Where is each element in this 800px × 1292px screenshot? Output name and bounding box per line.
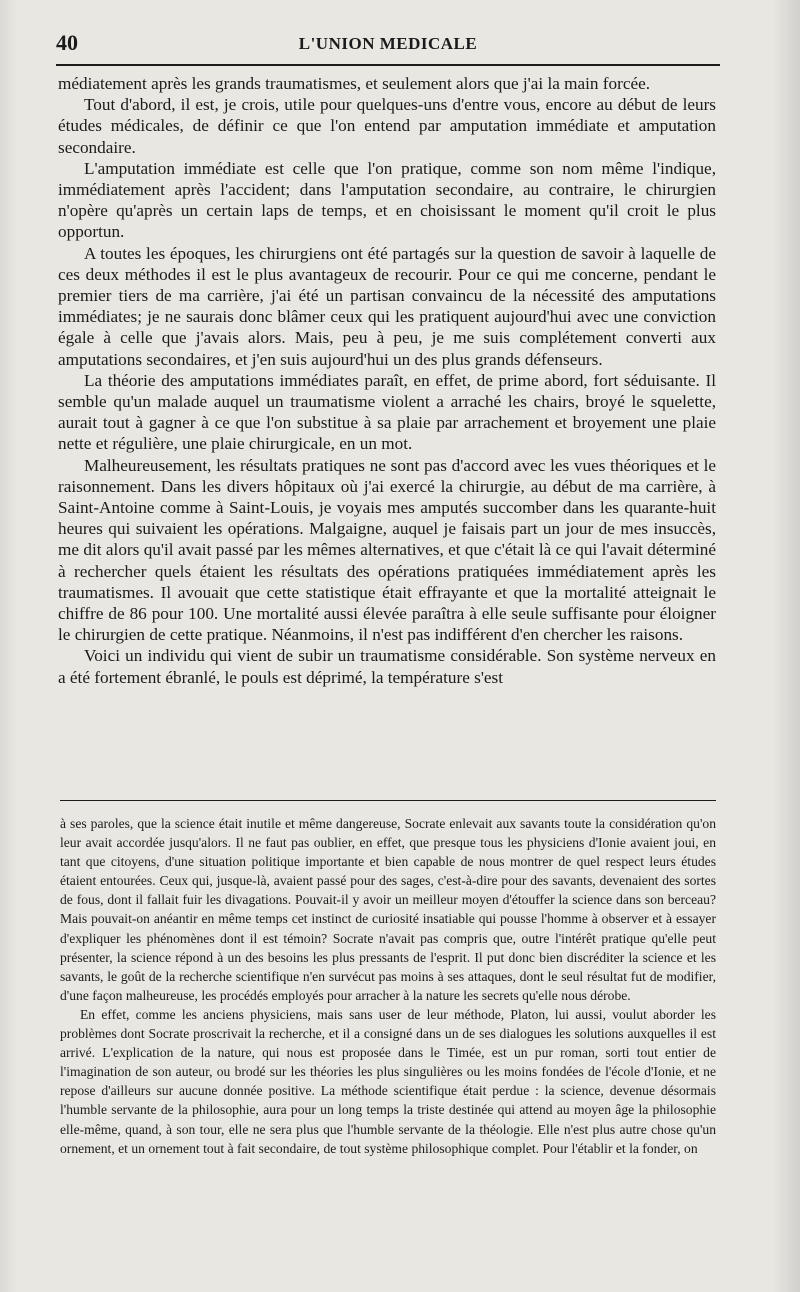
running-head: [56, 30, 720, 60]
paragraph: A toutes les époques, les chirurgiens ont été partagés sur la question de savoir à laquelle de ces deux méthodes il est le plus avantageux de recourir. Pour ce qui me concerne, pendant le premier tiers de ma carrière, j'ai été un partisan convaincu de la nécessité des amputations immédiates; je ne saurais donc blâmer ceux qui les pratiquent aujourd'hui avec une conviction égale à celle que j'avais alors. Mais, peu à peu, je me suis complétement converti aux amputations secondaires, et j'en suis aujourd'hui un des plus grands défenseurs.: [58, 243, 716, 369]
paragraph: Tout d'abord, il est, je crois, utile pour quelques-uns d'entre vous, encore au début de leurs études médicales, de définir ce que l'on entend par amputation immédiate et amputation secondaire.: [58, 95, 716, 157]
footnote-paragraph: En effet, comme les anciens physiciens, mais sans user de leur méthode, Platon, lui aussi, voulut aborder les problèmes dont Socrate proscrivait la recherche, et il a consigné dans un de ses dialogues les solutions auxquelles il est arrivé. L'explication de la nature, qui nous est proposée dans le Timée, est un pur roman, sorti tout entier de l'imagination de son auteur, ou brodé sur les théories les plus singulières ou les moins fondées de l'école d'Ionie, et ne repose d'ailleurs sur aucune donnée positive. La méthode scientifique était perdue : la science, devenue désormais l'humble servante de la philosophie, aura pour un long temps la triste destinée qui attend au moyen âge la philosophie elle-même, quand, à son tour, elle ne sera plus que l'humble servante de la théologie. Elle n'est plus autre chose qu'un ornement, et un ornement tout à fait secondaire, de tout système philosophique complet. Pour l'établir et la fonder, on: [60, 1006, 716, 1156]
paragraph: La théorie des amputations immédiates paraît, en effet, de prime abord, fort séduisante. Il semble qu'un malade auquel un traumatisme violent a arraché les chairs, broyé le squelette, aurait tout à gagner à ce que l'on substitue à sa plaie par arrachement et broyement une plaie nette et régulière, une plaie chirurgicale, en un mot.: [58, 370, 716, 454]
footnote-paragraph: à ses paroles, que la science était inutile et même dangereuse, Socrate enlevait aux savants toute la considération qu'on leur avait accordée jusqu'alors. Il ne faut pas oublier, en effet, que presque tous les physiciens d'Ionie avaient joui, en tant que citoyens, d'une situation politique importante et bien capable de nous montrer de quel respect leurs études étaient entourées. Ceux qui, jusque-là, avaient passé pour des sages, c'est-à-dire pour des savants, devenaient des sortes de fous, dont il fallait fuir les divagations. Pouvait-il y avoir un meilleur moyen d'étouffer la science dans son berceau? Mais pouvait-on anéantir en même temps cet instinct de curiosité insatiable qui pousse l'homme à observer et à essayer d'expliquer les phénomènes dont il est témoin? Socrate n'avait pas compris que, outre l'intérêt pratique qu'elle peut présenter, la science répond à un des besoins les plus pressants de l'esprit. Il put donc bien discréditer la science et les savants, le goût de la recherche scientifique n'en survécut pas moins à ses attaques, dont le seul résultat fut de modifier, d'une façon malheureuse, les procédés employés pour arracher à la nature les secrets qu'elle nous dérobe.: [60, 816, 716, 1003]
binding-shadow: [772, 0, 800, 1292]
paragraph: Voici un individu qui vient de subir un traumatisme considérable. Son système nerveux en a été fortement ébranlé, le pouls est déprimé, la température s'est: [58, 646, 716, 687]
paragraph: L'amputation immédiate est celle que l'on pratique, comme son nom même l'indique, immédiatement après l'accident; dans l'amputation secondaire, au contraire, le chirurgien n'opère qu'après un certain laps de temps, et en choisissant le moment qu'il croit le plus opportun.: [58, 158, 716, 242]
footnotes: [60, 814, 716, 1158]
paragraph: médiatement après les grands traumatismes, et seulement alors que j'ai la main forcée.: [58, 74, 651, 93]
page-edge-shadow: [0, 0, 18, 1292]
main-text: [58, 73, 716, 688]
header-rule: [56, 64, 720, 66]
footnote-rule: [60, 800, 716, 801]
running-title: L'UNION MEDICALE: [298, 34, 478, 53]
page-number: 40: [56, 30, 78, 55]
paragraph: Malheureusement, les résultats pratiques ne sont pas d'accord avec les vues théoriques et le raisonnement. Dans les divers hôpitaux où j'ai exercé la chirurgie, au début de ma carrière, à Saint-Antoine comme à Saint-Louis, je voyais mes amputés succomber dans les quarante-huit heures qui suivaient les opérations. Malgaigne, auquel je faisais part un jour de mes insuccès, me dit alors qu'il avait passé par les mêmes alternatives, et que c'était là ce qui l'avait déterminé à rechercher quels étaient les résultats des opérations pratiquées immédiatement après les traumatismes. Il avouait que cette statistique était effrayante et que la mortalité atteignait le chiffre de 86 pour 100. Une mortalité aussi élevée paraîtra à elle seule suffisante pour éloigner le chirurgien de cette pratique. Néanmoins, il n'est pas indifférent d'en chercher les raisons.: [58, 455, 716, 645]
